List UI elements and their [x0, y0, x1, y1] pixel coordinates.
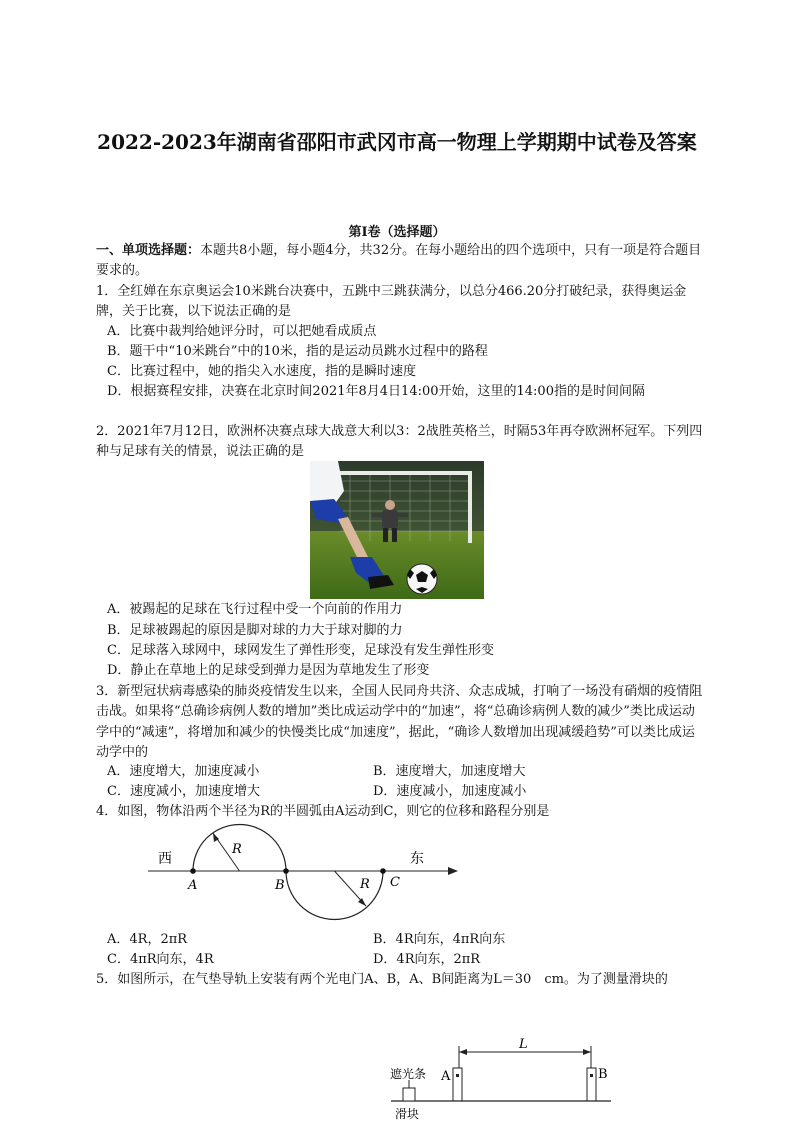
- label-gate-a: A: [441, 1069, 451, 1084]
- question-2-stem: 2．2021年7月12日，欧洲杯决赛点球大战意大利以3：2战胜英格兰，时隔53年再夺欧洲杯冠军。下列四种与足球有关的情景，说法正确的是: [96, 424, 703, 460]
- part-heading: 一、单项选择题：: [96, 243, 201, 258]
- label-east: 东: [410, 851, 424, 867]
- section-title: 第Ⅰ卷（选择题）: [348, 225, 446, 240]
- label-length: L: [519, 1038, 528, 1052]
- question-2-option-a: A．被踢起的足球在飞行过程中受一个向前的作用力: [107, 602, 403, 617]
- label-west: 西: [158, 851, 172, 867]
- air-track-figure: [385, 1038, 615, 1123]
- label-b: B: [275, 878, 285, 893]
- label-shade-strip: 遮光条: [390, 1067, 427, 1081]
- question-1-option-c: C．比赛过程中，她的指尖入水速度，指的是瞬时速度: [107, 364, 416, 379]
- gate-b: [587, 1068, 596, 1101]
- semicircle-diagram: [140, 823, 460, 928]
- label-a: A: [188, 878, 198, 893]
- axis-arrow: [448, 867, 458, 875]
- semicircle-figure: [140, 823, 460, 928]
- question-4-option-d: D．4R向东，2πR: [373, 952, 481, 967]
- question-1-option-b: B．题干中“10米跳台”中的10米，指的是运动员跳水过程中的路程: [107, 344, 488, 359]
- question-2-option-b: B．足球被踢起的原因是脚对球的力大于球对脚的力: [107, 623, 403, 638]
- slider-block: [403, 1088, 415, 1101]
- radius-lower-arrow: [358, 898, 366, 906]
- gate-b-sensor: [590, 1074, 593, 1077]
- question-2-option-d: D．静止在草地上的足球受到弹力是因为草地发生了形变: [107, 663, 430, 678]
- question-3-option-d: D．速度减小，加速度减小: [373, 784, 527, 799]
- question-1-stem: 1．全红婵在东京奥运会10米跳台决赛中，五跳中三跳获满分，以总分466.20分打破纪录，获得奥运金牌，关于比赛，以下说法正确的是: [96, 284, 687, 320]
- question-4-option-c: C．4πR向东，4R: [107, 952, 214, 967]
- soccer-photo-image: [310, 461, 484, 599]
- gate-a: [453, 1068, 462, 1101]
- point-c: [380, 868, 386, 874]
- question-3-stem: 3．新型冠状病毒感染的肺炎疫情发生以来，全国人民同舟共济、众志成城，打响了一场没有硝烟的疫情阻击战。如果将“总确诊病例人数的增加”类比成运动学中的“加速”，将“总确诊病例人数的减少”类比成运动学中的“减速”，将增加和减少的快慢类比成“加速度”，据此，“确诊人数增加出现减缓趋势”可以类比成运动学中的: [96, 684, 703, 760]
- label-c: C: [390, 875, 400, 890]
- length-arrow-left: [459, 1049, 467, 1055]
- point-b: [283, 868, 289, 874]
- part-instruction-text: 本题共8小题，每小题4分，共32分。在每小题给出的四个选项中，只有一项是符合题目要求的。: [96, 243, 702, 279]
- question-1-option-d: D．根据赛程安排，决赛在北京时间2021年8月4日14:00开始，这里的14:00指的是时间间隔: [107, 384, 645, 399]
- question-3-option-b: B．速度增大，加速度增大: [373, 764, 526, 779]
- question-5-stem: 5．如图所示，在气垫导轨上安装有两个光电门A、B，A、B间距离为L＝30 cm。为了测量滑块的: [96, 972, 668, 987]
- soccer-photo: [310, 461, 484, 599]
- question-4-stem: 4．如图，物体沿两个半径为R的半圆弧由A运动到C，则它的位移和路程分别是: [96, 804, 550, 819]
- part-instruction: [96, 241, 706, 282]
- length-arrow-right: [583, 1049, 591, 1055]
- air-track-diagram: [385, 1038, 615, 1123]
- question-3-option-c: C．速度减小，加速度增大: [107, 784, 260, 799]
- question-3-option-a: A．速度增大，加速度减小: [107, 764, 260, 779]
- page-title: 2022-2023年湖南省邵阳市武冈市高一物理上学期期中试卷及答案: [97, 130, 697, 154]
- gate-a-sensor: [456, 1074, 459, 1077]
- label-r-upper: R: [232, 842, 242, 857]
- point-a: [190, 868, 196, 874]
- label-r-lower: R: [360, 877, 370, 892]
- question-2-option-c: C．足球落入球网中，球网发生了弹性形变，足球没有发生弹性形变: [107, 643, 494, 658]
- question-4-option-b: B．4R向东，4πR向东: [373, 932, 506, 947]
- label-slider: 滑块: [395, 1107, 420, 1121]
- question-4-option-a: A．4R，2πR: [107, 932, 188, 947]
- question-1-option-a: A．比赛中裁判给她评分时，可以把她看成质点: [107, 324, 377, 339]
- label-gate-b: B: [598, 1067, 608, 1082]
